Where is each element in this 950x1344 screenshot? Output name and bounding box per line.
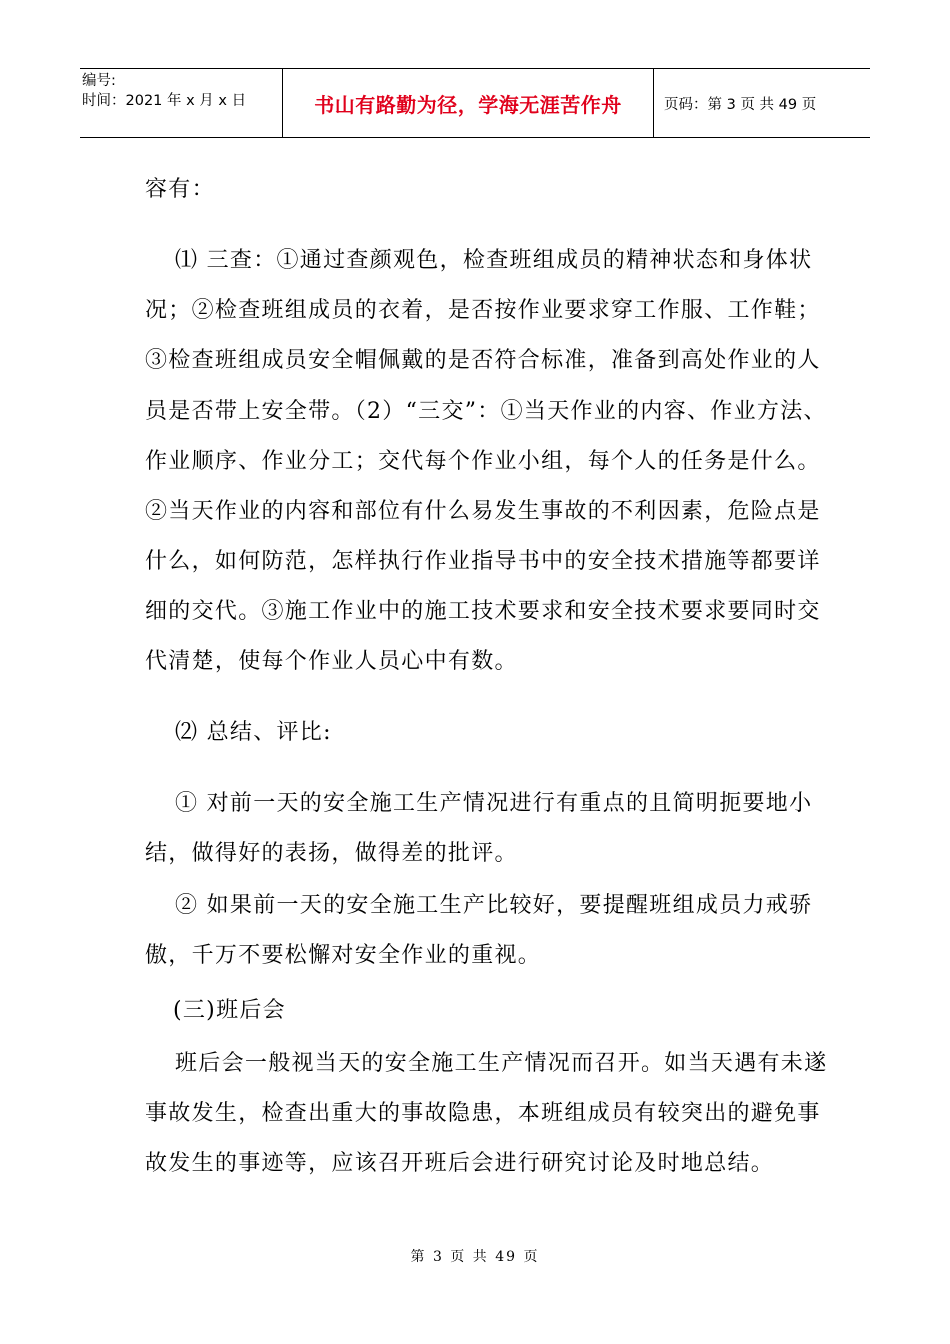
text-line: 事故发生，检查出重大的事故隐患，本班组成员有较突出的避免事 bbox=[145, 1101, 821, 1126]
text-line: ⑵ 总结、评比: bbox=[175, 720, 332, 745]
number-label: 编号: bbox=[82, 73, 116, 89]
header-page-code: 页码：第 3 页 共 49 页 bbox=[664, 96, 817, 113]
text-line: 故发生的事迹等，应该召开班后会进行研究讨论及时地总结。 bbox=[145, 1151, 775, 1176]
text-line: 结，做得好的表扬，做得差的批评。 bbox=[145, 841, 518, 866]
page-footer: 第 3 页 共 49 页 bbox=[410, 1249, 540, 1265]
text-line: 况；②检查班组成员的衣着，是否按作业要求穿工作服、工作鞋； bbox=[145, 298, 821, 323]
text-line: 代清楚，使每个作业人员心中有数。 bbox=[145, 649, 518, 674]
header-motto: 书山有路勤为径，学海无涯苦作舟 bbox=[282, 69, 654, 137]
text-line: ③检查班组成员安全帽佩戴的是否符合标准，准备到高处作业的人 bbox=[145, 348, 821, 373]
text-line: 细的交代。③施工作业中的施工技术要求和安全技术要求要同时交 bbox=[145, 599, 821, 624]
text-line: ②当天作业的内容和部位有什么易发生事故的不利因素，危险点是 bbox=[145, 499, 821, 524]
text-line: 容有： bbox=[145, 177, 215, 202]
text-line: 员是否带上安全带。（2）“三交”：①当天作业的内容、作业方法、 bbox=[145, 399, 827, 424]
text-line: 傲，千万不要松懈对安全作业的重视。 bbox=[145, 943, 542, 968]
text-line: 什么，如何防范，怎样执行作业指导书中的安全技术措施等都要详 bbox=[145, 549, 821, 574]
text-line: ⑴ 三查：①通过查颜观色，检查班组成员的精神状态和身体状 bbox=[175, 248, 813, 273]
text-line: 班后会一般视当天的安全施工生产情况而召开。如当天遇有未遂 bbox=[175, 1051, 828, 1076]
text-line: ② 如果前一天的安全施工生产比较好，要提醒班组成员力戒骄 bbox=[175, 893, 813, 918]
time-label: 时间：2021 年 x 月 x 日 bbox=[82, 93, 247, 109]
header-meta bbox=[80, 69, 282, 137]
text-line: 作业顺序、作业分工；交代每个作业小组，每个人的任务是什么。 bbox=[145, 449, 821, 474]
page-header bbox=[80, 68, 870, 138]
section-heading: (三)班后会 bbox=[173, 998, 286, 1023]
text-line: ① 对前一天的安全施工生产情况进行有重点的且简明扼要地小 bbox=[175, 791, 813, 816]
